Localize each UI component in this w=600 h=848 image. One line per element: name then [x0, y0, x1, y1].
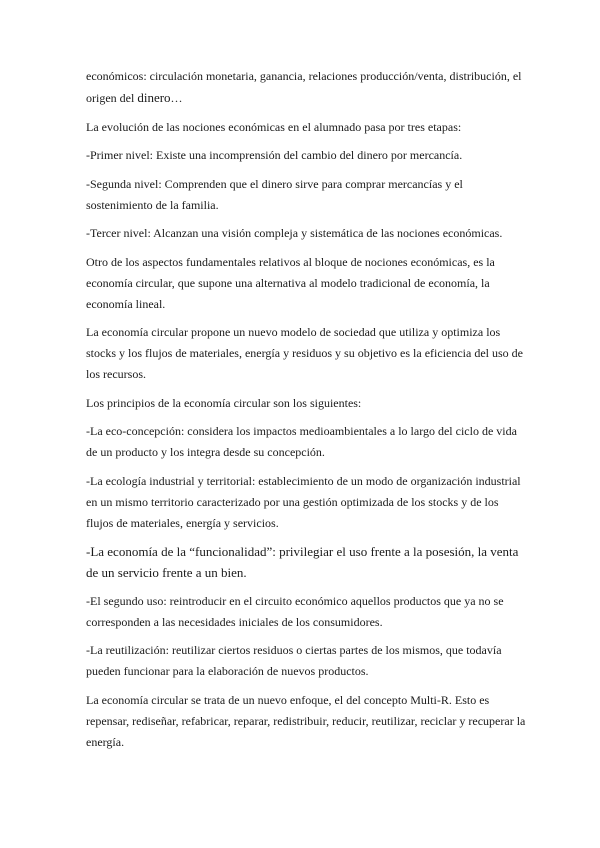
paragraph-reuse: -La reutilización: reutilizar ciertos residuos o ciertas partes de los mismos, que todavía pueden funcionar para la elaboración de nuevos productos.: [86, 643, 502, 678]
paragraph-second-use: -El segundo uso: reintroducir en el circuito económico aquellos productos que ya no se corresponden a las necesidades iniciales de los consumidores.: [86, 593, 504, 629]
paragraph-third-level: -Tercer nivel: Alcanzan una visión compleja y sistemática de las nociones económicas.: [86, 226, 503, 240]
paragraph-industrial-ecology: -La ecología industrial y territorial: establecimiento de un modo de organización industrial en un mismo territorio caracterizado por una gestión optimizada de los stocks y de los flujos de materiales, energía y servicios.: [86, 473, 521, 530]
paragraph-eco-conception: -La eco-concepción: considera los impactos medioambientales a lo largo del ciclo de vida de un producto y los integra desde su concepción.: [86, 424, 517, 459]
paragraph-circular-economy-model: La economía circular propone un nuevo modelo de sociedad que utiliza y optimiza los stocks y los flujos de materiales, energía y residuos y su objetivo es la eficiencia del uso de los recursos.: [86, 325, 523, 381]
document-page: [86, 66, 526, 760]
emphasis-dinero: dinero: [137, 90, 171, 105]
paragraph-first-level: -Primer nivel: Existe una incomprensión del cambio del dinero por mercancía.: [86, 148, 463, 162]
paragraph-functionality-economy: -La economía de la “funcionalidad”: privilegiar el uso frente a la posesión, la venta de un servicio frente a un bien.: [86, 544, 519, 580]
paragraph-evolution-stages: La evolución de las nociones económicas en el alumnado pasa por tres etapas:: [86, 119, 462, 134]
paragraph-second-level: -Segunda nivel: Comprenden que el dinero sirve para comprar mercancías y el sostenimiento de la familia.: [86, 176, 463, 212]
paragraph-principles-heading: Los principios de la economía circular son los siguientes:: [86, 395, 362, 410]
paragraph-multi-r: La economía circular se trata de un nuevo enfoque, el del concepto Multi-R. Esto es repensar, rediseñar, refabricar, reparar, redistribuir, reducir, reutilizar, reciclar y recuperar la energía.: [86, 692, 526, 749]
paragraph-economic-concepts: económicos: circulación monetaria, ganancia, relaciones producción/venta, distribución, el origen del dinero…: [86, 69, 522, 105]
paragraph-circular-economy-intro: Otro de los aspectos fundamentales relativos al bloque de nociones económicas, es la economía circular, que supone una alternativa al modelo tradicional de economía, la economía lineal.: [86, 254, 495, 311]
